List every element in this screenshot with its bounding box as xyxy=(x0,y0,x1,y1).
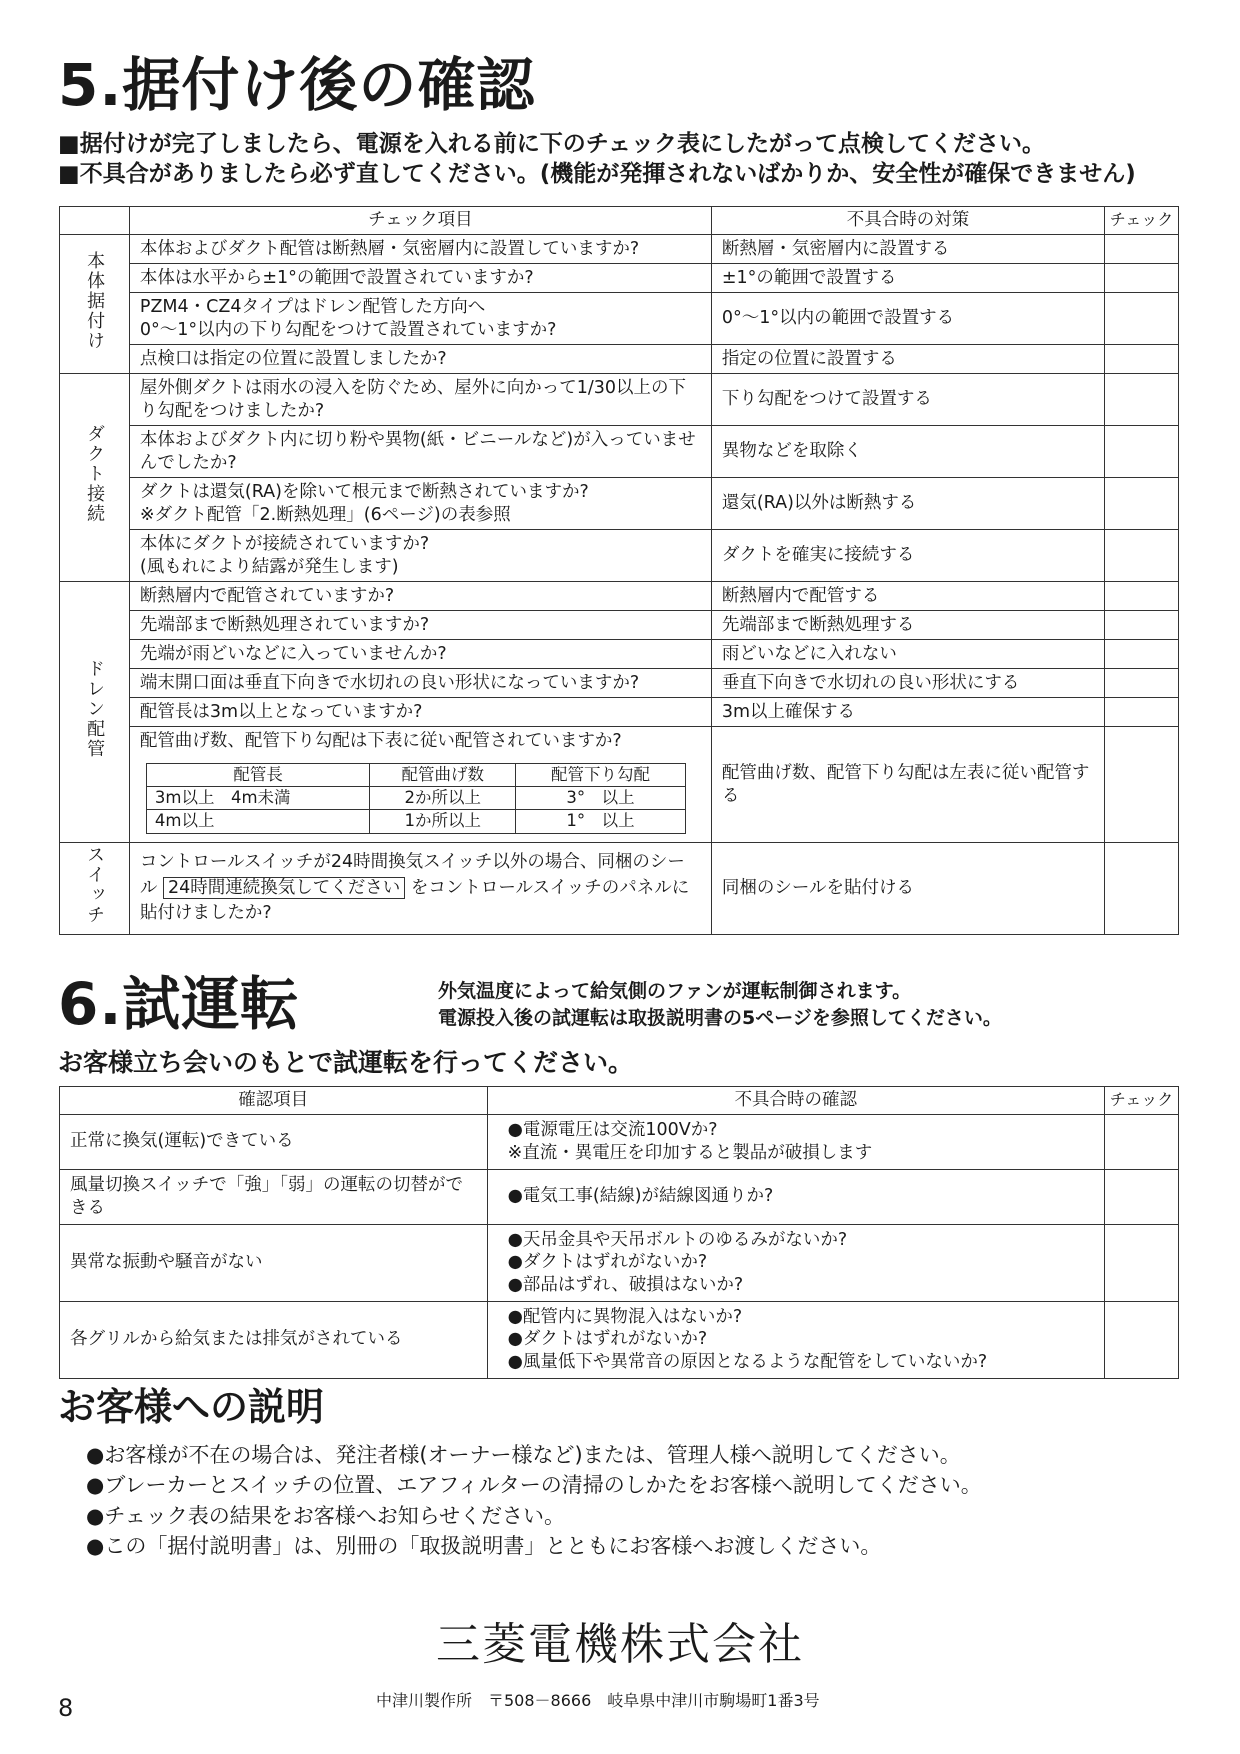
check-action: 還気(RA)以外は断熱する xyxy=(711,478,1104,530)
check-action: 断熱層・気密層内に設置する xyxy=(711,235,1104,264)
check-action: 垂直下向きで水切れの良い形状にする xyxy=(711,669,1104,698)
test-check-line: ●ダクトはずれがないか? xyxy=(507,1252,708,1273)
subtable-cell: 3° 以上 xyxy=(516,787,686,810)
group-drain xyxy=(60,582,130,843)
check-cell[interactable] xyxy=(1105,669,1179,698)
test-checks xyxy=(487,1301,1104,1378)
explanation-title: お客様への説明 xyxy=(58,1385,325,1429)
section6-note: 電源投入後の試運転は取扱説明書の5ページを参照してください。 xyxy=(438,1006,1002,1029)
check-item xyxy=(129,843,711,935)
check-cell[interactable] xyxy=(1105,345,1179,374)
explanation-list xyxy=(86,1440,982,1562)
check-action: 3m以上確保する xyxy=(711,698,1104,727)
check-action: 同梱のシールを貼付ける xyxy=(711,843,1104,935)
check-cell[interactable] xyxy=(1105,293,1179,345)
check-cell[interactable] xyxy=(1105,727,1179,843)
col-header-item: 確認項目 xyxy=(60,1087,488,1115)
test-check-line: ●電気工事(結線)が結線図通りか? xyxy=(507,1186,774,1207)
test-check-line: ●部品はずれ、破損はないか? xyxy=(507,1275,744,1296)
check-cell[interactable] xyxy=(1105,235,1179,264)
pipe-spec-subtable xyxy=(146,763,686,834)
check-action: 下り勾配をつけて設置する xyxy=(711,374,1104,426)
col-header-action: 不具合時の対策 xyxy=(711,207,1104,235)
test-item: 異常な振動や騒音がない xyxy=(60,1224,488,1301)
col-header-check-item: 不具合時の確認 xyxy=(487,1087,1104,1115)
check-action: 断熱層内で配管する xyxy=(711,582,1104,611)
subtable-cell: 1か所以上 xyxy=(370,810,516,833)
subtable-header: 配管曲げ数 xyxy=(370,763,516,786)
check-cell[interactable] xyxy=(1105,1169,1179,1224)
check-cell[interactable] xyxy=(1105,843,1179,935)
check-cell[interactable] xyxy=(1105,264,1179,293)
check-action: 配管曲げ数、配管下り勾配は左表に従い配管する xyxy=(711,727,1104,843)
col-header-check: チェック xyxy=(1105,207,1179,235)
subtable-header: 配管長 xyxy=(146,763,369,786)
switch-item-text: コントロールスイッチが24時間換気スイッチ以外の場合、同梱のシール xyxy=(139,852,685,898)
check-cell[interactable] xyxy=(1105,611,1179,640)
check-item: 先端が雨どいなどに入っていませんか? xyxy=(129,640,711,669)
section6-title: 6.試運転 xyxy=(58,970,300,1038)
check-action: ダクトを確実に接続する xyxy=(711,530,1104,582)
test-run-table xyxy=(59,1086,1179,1379)
group-label: スイッチ xyxy=(84,845,106,925)
check-action: ±1°の範囲で設置する xyxy=(711,264,1104,293)
subtable-cell: 3m以上 4m未満 xyxy=(146,787,369,810)
subtable-header: 配管下り勾配 xyxy=(516,763,686,786)
explanation-item: ●この「据付説明書」は、別冊の「取扱説明書」とともにお客様へお渡しください。 xyxy=(86,1534,882,1559)
test-check-line: ●電源電圧は交流100Vか? xyxy=(507,1120,718,1140)
section6-note: 外気温度によって給気側のファンが運転制御されます。 xyxy=(438,980,912,1002)
check-cell[interactable] xyxy=(1105,530,1179,582)
test-item: 正常に換気(運転)できている xyxy=(60,1114,488,1169)
switch-item-text: をコントロールスイッチのパネルに貼付けましたか? xyxy=(139,877,690,924)
subtable-cell: 4m以上 xyxy=(146,810,369,833)
explanation-item: ●ブレーカーとスイッチの位置、エアフィルターの清掃のしかたをお客様へ説明してください。 xyxy=(86,1473,982,1498)
section6-notes xyxy=(438,978,1002,1031)
section5-title: 5.据付け後の確認 xyxy=(58,51,536,119)
check-item: 本体にダクトが接続されていますか? (風もれにより結露が発生します) xyxy=(129,530,711,582)
installation-check-table xyxy=(59,206,1179,935)
section5-note: ■据付けが完了しましたら、電源を入れる前に下のチェック表にしたがって点検してください。 xyxy=(58,131,1046,157)
test-check-line: ●配管内に異物混入はないか? xyxy=(507,1306,743,1327)
check-cell[interactable] xyxy=(1105,1301,1179,1378)
test-checks xyxy=(487,1169,1104,1224)
company-name: 三菱電機株式会社 xyxy=(436,1619,804,1670)
col-header-item: チェック項目 xyxy=(129,207,711,235)
check-item: 配管長は3m以上となっていますか? xyxy=(129,698,711,727)
test-checks xyxy=(487,1114,1104,1169)
group-duct xyxy=(60,374,130,582)
check-action: 異物などを取除く xyxy=(711,426,1104,478)
company-address: 中津川製作所 〒508－8666 岐阜県中津川市駒場町1番3号 xyxy=(376,1691,820,1710)
check-action: 先端部まで断熱処理する xyxy=(711,611,1104,640)
check-action: 0°～1°以内の範囲で設置する xyxy=(711,293,1104,345)
check-item: 点検口は指定の位置に設置しましたか? xyxy=(129,345,711,374)
check-cell[interactable] xyxy=(1105,1224,1179,1301)
group-label: ダクト接続 xyxy=(84,424,106,525)
page-number: 8 xyxy=(58,1694,74,1722)
check-item: 端末開口面は垂直下向きで水切れの良い形状になっていますか? xyxy=(129,669,711,698)
check-item: 屋外側ダクトは雨水の浸入を防ぐため、屋外に向かって1/30以上の下り勾配をつけましたか? xyxy=(129,374,711,426)
check-item: PZM4・CZ4タイプはドレン配管した方向へ 0°～1°以内の下り勾配をつけて設置されていますか? xyxy=(129,293,711,345)
check-cell[interactable] xyxy=(1105,698,1179,727)
check-action: 指定の位置に設置する xyxy=(711,345,1104,374)
check-item: 断熱層内で配管されていますか? xyxy=(129,582,711,611)
section5-note: ■不具合がありましたら必ず直してください。(機能が発揮されないばかりか、安全性が確保できません) xyxy=(58,160,1136,187)
check-action: 雨どいなどに入れない xyxy=(711,640,1104,669)
check-item: ダクトは還気(RA)を除いて根元まで断熱されていますか? ※ダクト配管「2.断熱処理」(6ページ)の表参照 xyxy=(129,478,711,530)
test-check-line: ●風量低下や異常音の原因となるような配管をしていないか? xyxy=(507,1352,988,1373)
test-checks xyxy=(487,1224,1104,1301)
group-label: 本体据付け xyxy=(84,250,106,351)
subtable-cell: 2か所以上 xyxy=(370,787,516,810)
test-item: 風量切換スイッチで「強」「弱」の運転の切替ができる xyxy=(60,1169,488,1224)
test-check-line: ※直流・異電圧を印加すると製品が破損します xyxy=(507,1142,873,1163)
section6-intro: お客様立ち会いのもとで試運転を行ってください。 xyxy=(58,1048,634,1077)
check-cell[interactable] xyxy=(1105,478,1179,530)
explanation-item: ●お客様が不在の場合は、発注者様(オーナー様など)または、管理人様へ説明してください。 xyxy=(86,1443,961,1467)
subtable-cell: 1° 以上 xyxy=(516,810,686,833)
test-item: 各グリルから給気または排気がされている xyxy=(60,1301,488,1378)
group-label: ドレン配管 xyxy=(84,658,106,759)
check-cell[interactable] xyxy=(1105,374,1179,426)
col-header-check: チェック xyxy=(1105,1087,1179,1115)
section5-notes xyxy=(58,130,1136,190)
check-item: 本体およびダクト配管は断熱層・気密層内に設置していますか? xyxy=(129,235,711,264)
group-body-install xyxy=(60,235,130,374)
check-item: 本体およびダクト内に切り粉や異物(紙・ビニールなど)が入っていませんでしたか? xyxy=(129,426,711,478)
check-cell[interactable] xyxy=(1105,426,1179,478)
check-item: 配管曲げ数、配管下り勾配は下表に従い配管されていますか? xyxy=(139,731,622,751)
explanation-item: ●チェック表の結果をお客様へお知らせください。 xyxy=(86,1503,566,1528)
test-check-line: ●ダクトはずれがないか? xyxy=(507,1329,708,1350)
check-item-with-subtable xyxy=(129,727,711,843)
seal-label: 24時間連続換気してください xyxy=(163,877,405,899)
check-item: 本体は水平から±1°の範囲で設置されていますか? xyxy=(129,264,711,293)
check-cell[interactable] xyxy=(1105,640,1179,669)
check-cell[interactable] xyxy=(1105,1114,1179,1169)
check-cell[interactable] xyxy=(1105,582,1179,611)
group-switch xyxy=(60,843,130,935)
check-item: 先端部まで断熱処理されていますか? xyxy=(129,611,711,640)
test-check-line: ●天吊金具や天吊ボルトのゆるみがないか? xyxy=(507,1229,848,1250)
